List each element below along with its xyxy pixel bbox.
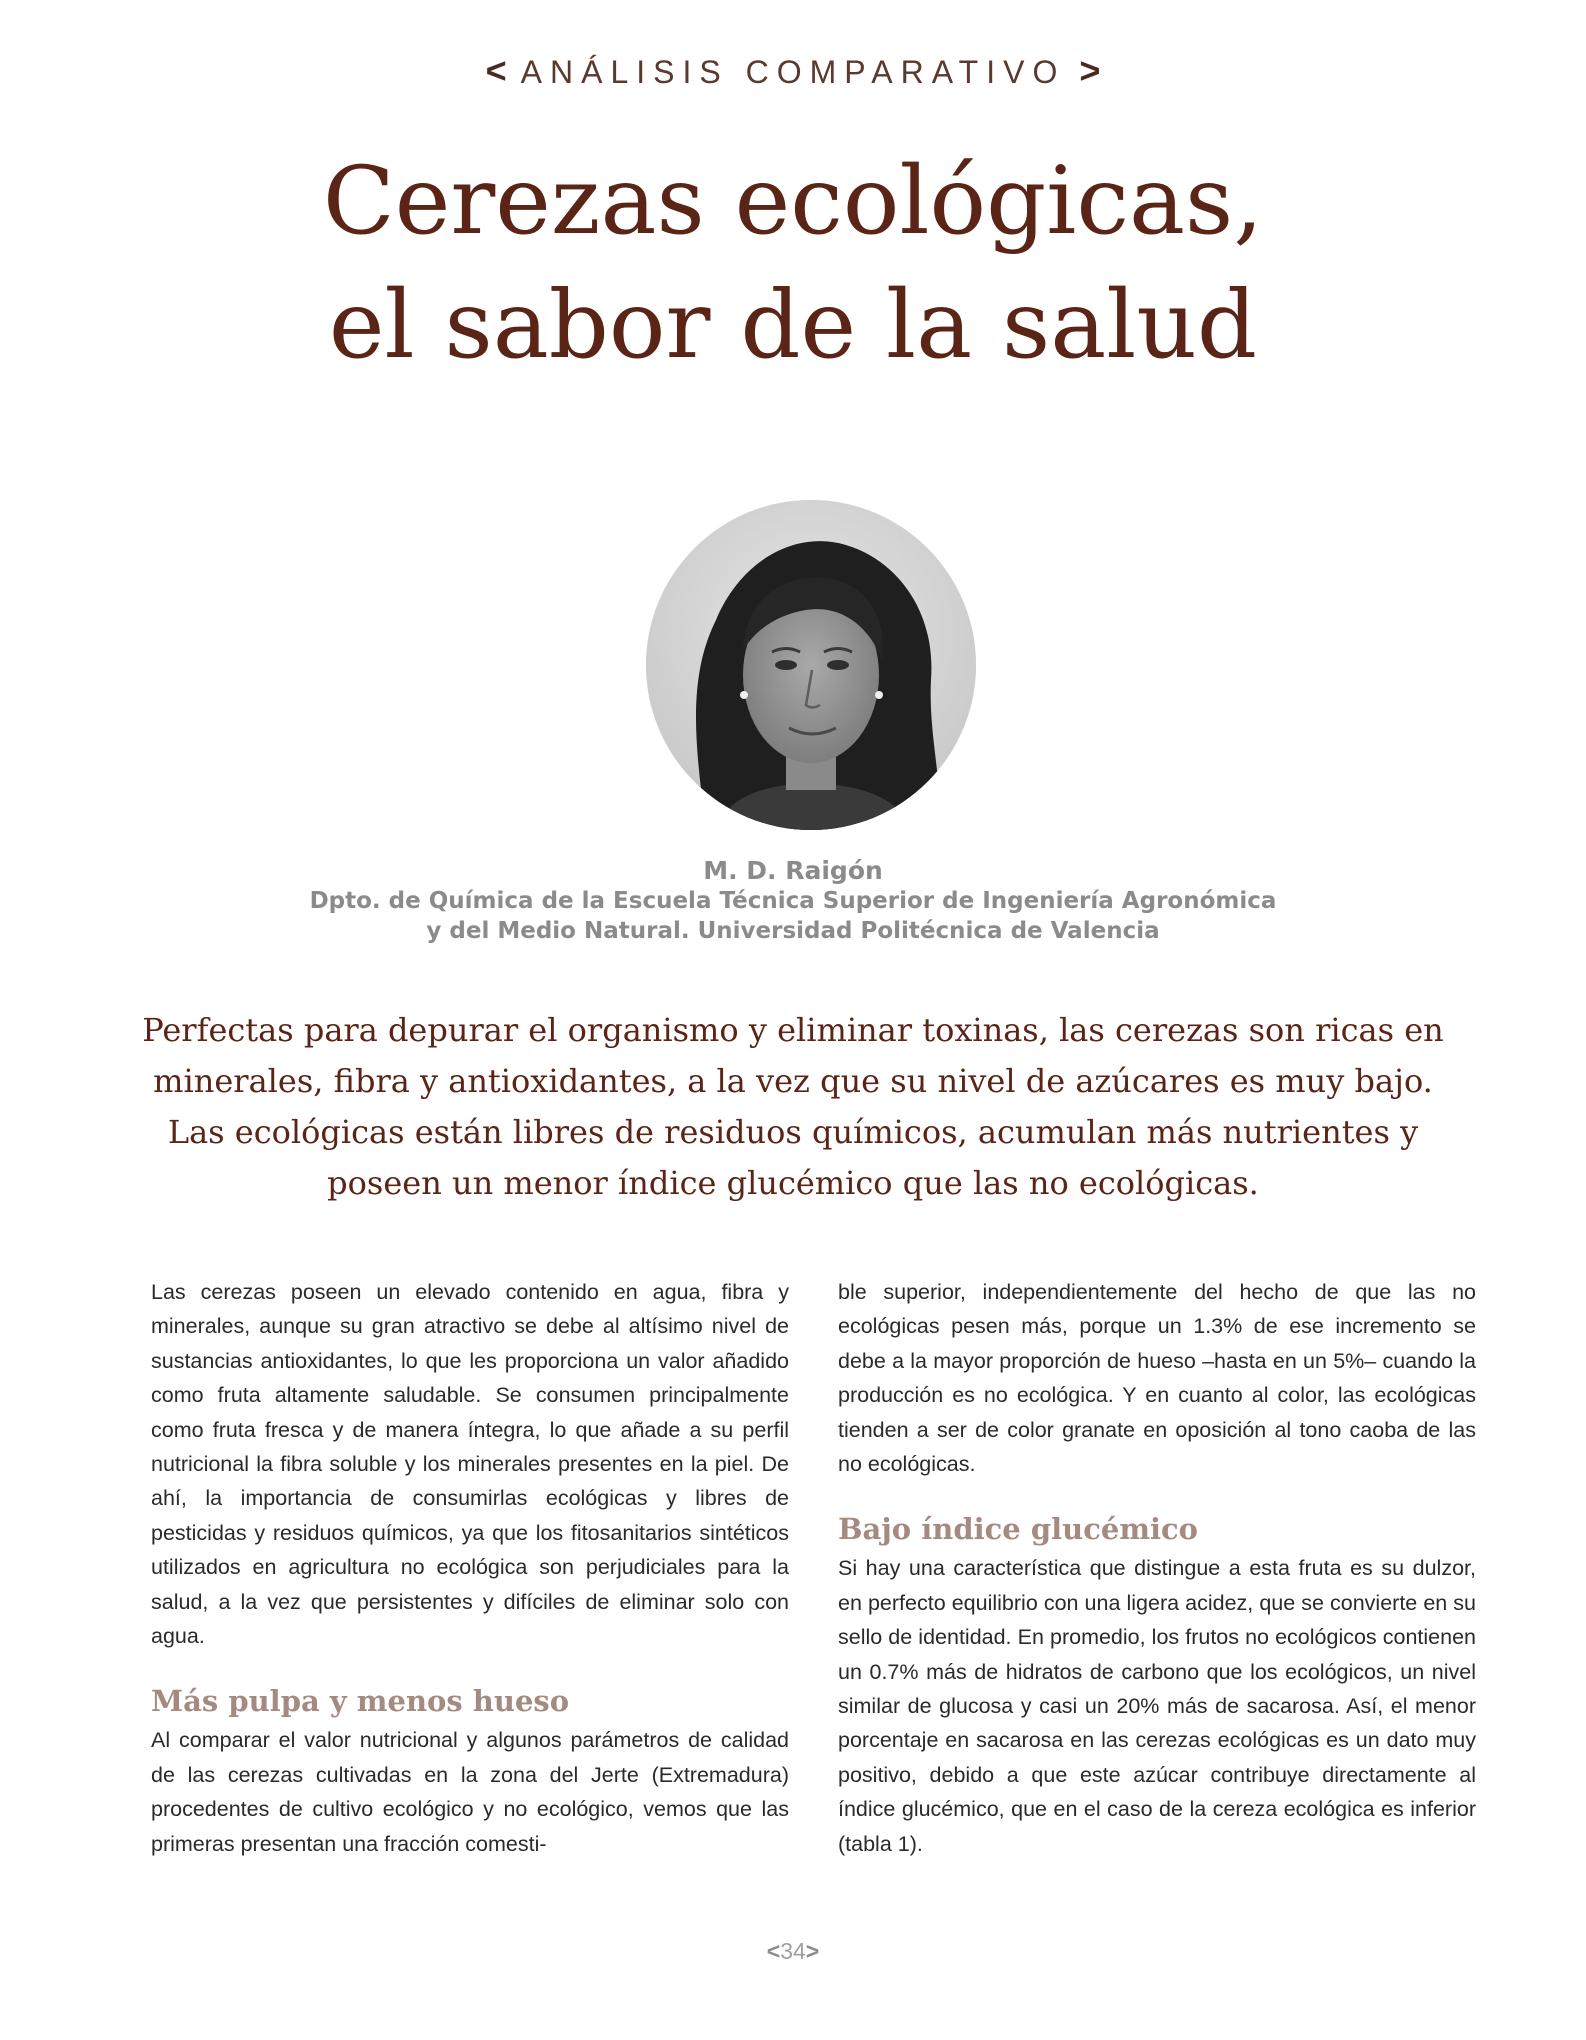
page-number-value: 34 bbox=[780, 1938, 806, 1964]
body-column-left bbox=[151, 1275, 789, 1861]
title-line-2: el sabor de la salud bbox=[328, 271, 1258, 380]
lead-paragraph: Perfectas para depurar el organismo y eliminar toxinas, las cerezas son ricas en minerales, fibra y antioxidantes, a la vez que su nivel de azúcares es muy bajo. Las ecológicas están libres de residuos químicos, acumulan más nutrientes y poseen un menor índice glucémico que las no ecológicas. bbox=[142, 1011, 1444, 1202]
section-heading-pulpa: Más pulpa y menos hueso bbox=[151, 1684, 570, 1719]
section-paragraph-pulpa-part1: Al comparar el valor nutricional y algunos parámetros de calidad de las cerezas cultivadas en la zona del Jerte (Extremadura) procedentes de cultivo ecológico y no ecológico, vemos que las primeras presentan una fracción comesti- bbox=[151, 1728, 789, 1856]
author-name: M. D. Raigón bbox=[703, 856, 883, 885]
chevron-left-icon: < bbox=[766, 1938, 781, 1964]
body-column-right bbox=[838, 1275, 1476, 1861]
chevron-right-icon: > bbox=[1079, 50, 1101, 91]
chevron-left-icon: < bbox=[485, 50, 507, 91]
kicker-label: ANÁLISIS COMPARATIVO bbox=[520, 54, 1066, 90]
chevron-right-icon: > bbox=[805, 1938, 820, 1964]
title-line-1: Cerezas ecológicas, bbox=[322, 147, 1264, 256]
article-title bbox=[0, 140, 1586, 388]
section-paragraph-glucemico: Si hay una característica que distingue a esta fruta es su dulzor, en perfecto equilibrio con una ligera acidez, que se convierte en su sello de identidad. En promedio, los frutos no ecológicos contienen un 0.7% más de hidratos de carbono que los ecológicos, un nivel similar de glucosa y casi un 20% más de sacarosa. Así, el menor porcentaje en sacarosa en las cerezas ecológicas es un dato muy positivo, debido a que este azúcar contribuye directamente al índice glucémico, que en el caso de la cereza ecológica es inferior (tabla 1). bbox=[838, 1556, 1476, 1856]
section-heading-glucemico: Bajo índice glucémico bbox=[838, 1512, 1199, 1547]
intro-paragraph: Las cerezas poseen un elevado contenido en agua, fibra y minerales, aunque su gran atractivo se debe al altísimo nivel de sustancias antioxidantes, lo que les proporciona un valor añadido como fruta altamente saludable. Se consumen principalmente como fruta fresca y de manera íntegra, lo que añade a su perfil nutricional la fibra soluble y los minerales presentes en la piel. De ahí, la importancia de consumirlas ecológicas y libres de pesticidas y residuos químicos, ya que los fitosanitarios sintéticos utilizados en agricultura no ecológica son perjudiciales para la salud, a la vez que persistentes y difíciles de eliminar solo con agua. bbox=[151, 1280, 789, 1649]
author-affiliation-line-1: Dpto. de Química de la Escuela Técnica Superior de Ingeniería Agronómica bbox=[309, 888, 1277, 914]
author-credit bbox=[0, 856, 1586, 946]
author-affiliation-line-2: y del Medio Natural. Universidad Politécnica de Valencia bbox=[426, 918, 1160, 944]
section-kicker bbox=[0, 50, 1586, 92]
page-number bbox=[0, 1938, 1586, 1965]
author-portrait bbox=[646, 500, 976, 830]
portrait-image bbox=[646, 500, 976, 830]
section-paragraph-pulpa-part2: ble superior, independientemente del hecho de que las no ecológicas pesen más, porque un 1.3% de ese incremento se debe a la mayor proporción de hueso –hasta en un 5%– cuando la producción es no ecológica. Y en cuanto al color, las ecológicas tienden a ser de color granate en oposición al tono caoba de las no ecológicas. bbox=[838, 1280, 1476, 1477]
